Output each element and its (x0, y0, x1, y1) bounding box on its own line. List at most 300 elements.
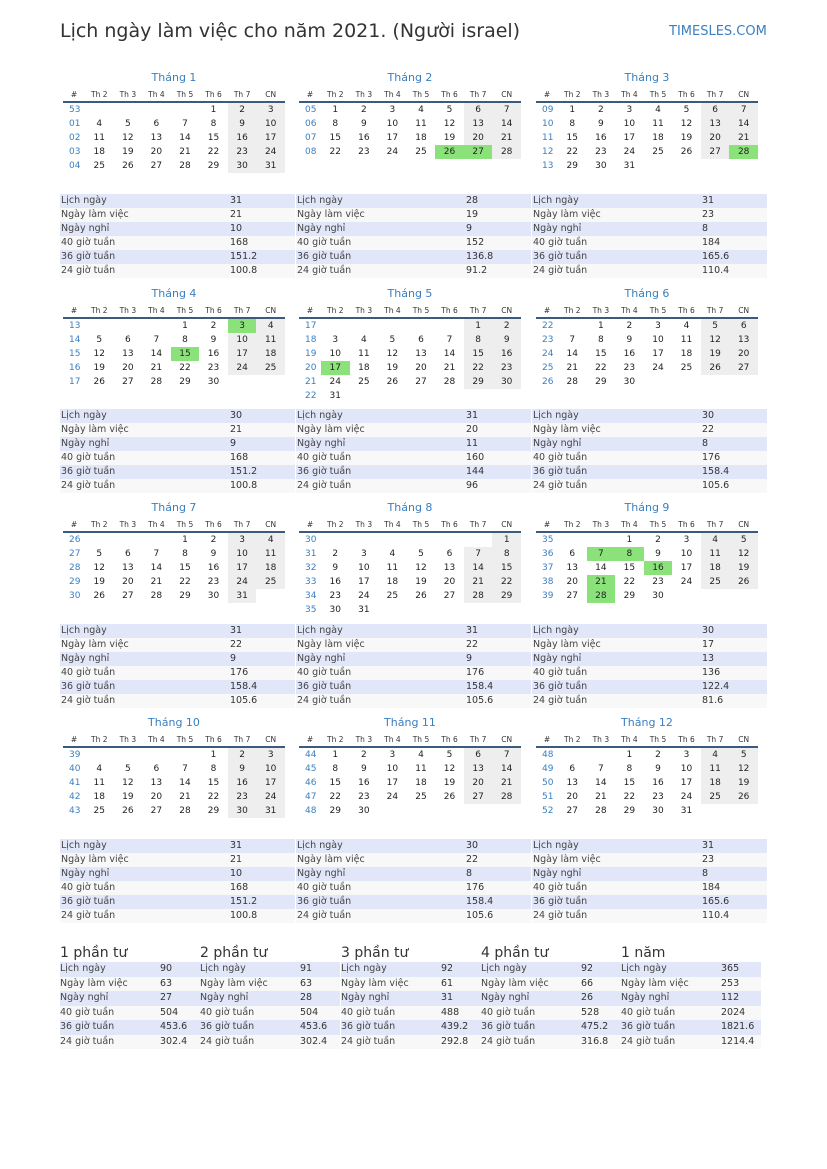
day-cell[interactable]: 10 (623, 119, 636, 129)
day-cell[interactable]: 5 (96, 549, 103, 559)
day-cell[interactable]: 12 (443, 119, 456, 129)
day-cell[interactable]: 3 (683, 535, 690, 545)
day-cell[interactable]: 24 (228, 575, 257, 589)
day-cell[interactable]: 31 (228, 589, 257, 603)
day-cell[interactable]: 25 (358, 377, 370, 387)
day-cell[interactable]: 2 (655, 535, 661, 545)
day-cell[interactable]: 13 (464, 117, 493, 131)
day-cell[interactable]: 4 (418, 105, 424, 115)
day-cell[interactable]: 3 (683, 750, 690, 760)
day-cell[interactable]: 1 (210, 105, 217, 115)
day-cell[interactable]: 4 (655, 105, 661, 115)
day-cell[interactable]: 10 (652, 335, 664, 345)
day-cell[interactable]: 13 (150, 778, 163, 788)
day-cell[interactable]: 5 (683, 105, 690, 115)
day-cell[interactable]: 9 (210, 335, 217, 345)
day-cell[interactable]: 24 (256, 790, 285, 804)
day-cell[interactable]: 10 (680, 764, 693, 774)
day-cell[interactable]: 19 (680, 133, 693, 143)
day-cell[interactable]: 12 (729, 547, 758, 561)
day-cell[interactable]: 8 (464, 333, 493, 347)
day-cell[interactable]: 23 (329, 591, 341, 601)
day-cell[interactable]: 3 (360, 549, 367, 559)
day-cell[interactable]: 5 (729, 747, 758, 762)
holiday-day-cell[interactable]: 21 (587, 575, 616, 589)
day-cell[interactable]: 5 (729, 532, 758, 547)
day-cell[interactable]: 9 (360, 764, 367, 774)
day-cell[interactable]: 15 (329, 778, 341, 788)
day-cell[interactable]: 10 (256, 762, 285, 776)
day-cell[interactable]: 27 (415, 377, 427, 387)
day-cell[interactable]: 7 (569, 335, 576, 345)
day-cell[interactable]: 19 (122, 147, 134, 157)
day-cell[interactable]: 24 (623, 147, 636, 157)
day-cell[interactable]: 1 (210, 750, 217, 760)
day-cell[interactable]: 3 (389, 105, 396, 115)
day-cell[interactable]: 24 (358, 591, 370, 601)
day-cell[interactable]: 18 (415, 778, 427, 788)
day-cell[interactable]: 14 (595, 778, 607, 788)
day-cell[interactable]: 31 (256, 159, 285, 173)
day-cell[interactable]: 4 (256, 318, 285, 333)
day-cell[interactable]: 27 (566, 591, 578, 601)
day-cell[interactable]: 20 (566, 792, 578, 802)
day-cell[interactable]: 13 (566, 563, 578, 573)
day-cell[interactable]: 1 (332, 105, 339, 115)
day-cell[interactable]: 27 (701, 145, 730, 159)
day-cell[interactable]: 9 (210, 549, 217, 559)
day-cell[interactable]: 5 (389, 335, 396, 345)
day-cell[interactable]: 28 (150, 591, 163, 601)
day-cell[interactable]: 29 (566, 161, 578, 171)
day-cell[interactable]: 16 (492, 347, 521, 361)
day-cell[interactable]: 22 (207, 792, 220, 802)
day-cell[interactable]: 4 (96, 764, 103, 774)
day-cell[interactable]: 16 (228, 776, 257, 790)
day-cell[interactable]: 24 (386, 147, 399, 157)
day-cell[interactable]: 12 (415, 563, 427, 573)
day-cell[interactable]: 25 (652, 147, 664, 157)
day-cell[interactable]: 19 (122, 792, 134, 802)
day-cell[interactable]: 6 (418, 335, 424, 345)
day-cell[interactable]: 21 (150, 363, 163, 373)
day-cell[interactable]: 18 (93, 147, 105, 157)
day-cell[interactable]: 22 (623, 792, 636, 802)
holiday-day-cell[interactable]: 15 (171, 347, 200, 361)
day-cell[interactable]: 8 (332, 764, 339, 774)
day-cell[interactable]: 17 (680, 778, 693, 788)
day-cell[interactable]: 25 (415, 147, 427, 157)
day-cell[interactable]: 29 (207, 806, 220, 816)
day-cell[interactable]: 17 (680, 563, 693, 573)
day-cell[interactable]: 22 (179, 577, 191, 587)
day-cell[interactable]: 2 (228, 102, 257, 117)
day-cell[interactable]: 4 (360, 335, 367, 345)
day-cell[interactable]: 6 (446, 549, 453, 559)
day-cell[interactable]: 20 (150, 792, 163, 802)
holiday-day-cell[interactable]: 7 (587, 547, 616, 561)
day-cell[interactable]: 21 (150, 577, 163, 587)
day-cell[interactable]: 1 (597, 321, 604, 331)
holiday-day-cell[interactable]: 27 (464, 145, 493, 159)
day-cell[interactable]: 26 (122, 161, 134, 171)
day-cell[interactable]: 3 (655, 321, 661, 331)
day-cell[interactable]: 18 (652, 133, 664, 143)
day-cell[interactable]: 12 (122, 133, 134, 143)
day-cell[interactable]: 1 (182, 321, 188, 331)
day-cell[interactable]: 1 (626, 535, 633, 545)
day-cell[interactable]: 10 (228, 333, 257, 347)
day-cell[interactable]: 24 (256, 145, 285, 159)
day-cell[interactable]: 23 (207, 577, 220, 587)
day-cell[interactable]: 21 (595, 792, 607, 802)
holiday-day-cell[interactable]: 28 (587, 589, 616, 603)
day-cell[interactable]: 14 (595, 563, 607, 573)
day-cell[interactable]: 11 (415, 119, 427, 129)
day-cell[interactable]: 30 (492, 375, 521, 389)
day-cell[interactable]: 12 (93, 563, 105, 573)
day-cell[interactable]: 26 (93, 377, 105, 387)
day-cell[interactable]: 29 (179, 591, 191, 601)
day-cell[interactable]: 22 (207, 147, 220, 157)
day-cell[interactable]: 7 (464, 547, 493, 561)
day-cell[interactable]: 20 (729, 347, 758, 361)
day-cell[interactable]: 6 (569, 764, 576, 774)
day-cell[interactable]: 25 (415, 792, 427, 802)
day-cell[interactable]: 1 (492, 532, 521, 547)
day-cell[interactable]: 15 (207, 778, 220, 788)
day-cell[interactable]: 2 (492, 318, 521, 333)
day-cell[interactable]: 19 (415, 577, 427, 587)
day-cell[interactable]: 15 (566, 133, 578, 143)
day-cell[interactable]: 11 (256, 333, 285, 347)
day-cell[interactable]: 16 (595, 133, 607, 143)
day-cell[interactable]: 21 (492, 776, 521, 790)
day-cell[interactable]: 9 (655, 764, 661, 774)
day-cell[interactable]: 22 (492, 575, 521, 589)
day-cell[interactable]: 21 (566, 363, 578, 373)
day-cell[interactable]: 12 (93, 349, 105, 359)
day-cell[interactable]: 5 (124, 764, 131, 774)
day-cell[interactable]: 18 (415, 133, 427, 143)
day-cell[interactable]: 10 (256, 117, 285, 131)
day-cell[interactable]: 16 (207, 563, 220, 573)
day-cell[interactable]: 29 (623, 806, 636, 816)
day-cell[interactable]: 4 (418, 750, 424, 760)
day-cell[interactable]: 16 (207, 349, 220, 359)
day-cell[interactable]: 24 (680, 792, 693, 802)
day-cell[interactable]: 3 (256, 747, 285, 762)
day-cell[interactable]: 30 (623, 377, 636, 387)
day-cell[interactable]: 12 (122, 778, 134, 788)
day-cell[interactable]: 21 (729, 131, 758, 145)
day-cell[interactable]: 30 (652, 591, 664, 601)
day-cell[interactable]: 20 (701, 131, 730, 145)
day-cell[interactable]: 6 (153, 119, 160, 129)
day-cell[interactable]: 29 (207, 161, 220, 171)
day-cell[interactable]: 17 (386, 133, 399, 143)
day-cell[interactable]: 25 (256, 361, 285, 375)
day-cell[interactable]: 7 (729, 102, 758, 117)
day-cell[interactable]: 5 (446, 105, 453, 115)
day-cell[interactable]: 30 (207, 591, 220, 601)
day-cell[interactable]: 23 (207, 363, 220, 373)
day-cell[interactable]: 30 (652, 806, 664, 816)
day-cell[interactable]: 6 (124, 335, 131, 345)
day-cell[interactable]: 14 (464, 561, 493, 575)
day-cell[interactable]: 11 (680, 335, 693, 345)
day-cell[interactable]: 26 (386, 377, 399, 387)
day-cell[interactable]: 3 (256, 102, 285, 117)
day-cell[interactable]: 16 (358, 778, 370, 788)
day-cell[interactable]: 30 (329, 605, 341, 615)
day-cell[interactable]: 24 (228, 361, 257, 375)
day-cell[interactable]: 15 (464, 347, 493, 361)
day-cell[interactable]: 4 (256, 532, 285, 547)
day-cell[interactable]: 23 (358, 147, 370, 157)
day-cell[interactable]: 22 (623, 577, 636, 587)
day-cell[interactable]: 17 (256, 131, 285, 145)
day-cell[interactable]: 12 (701, 333, 730, 347)
holiday-day-cell[interactable]: 28 (729, 145, 758, 159)
day-cell[interactable]: 4 (683, 321, 690, 331)
day-cell[interactable]: 13 (729, 333, 758, 347)
day-cell[interactable]: 6 (569, 549, 576, 559)
day-cell[interactable]: 13 (464, 762, 493, 776)
day-cell[interactable]: 23 (652, 792, 664, 802)
holiday-day-cell[interactable]: 16 (644, 561, 673, 575)
day-cell[interactable]: 19 (729, 776, 758, 790)
day-cell[interactable]: 22 (329, 147, 341, 157)
day-cell[interactable]: 9 (360, 119, 367, 129)
day-cell[interactable]: 25 (680, 363, 693, 373)
day-cell[interactable]: 6 (464, 747, 493, 762)
day-cell[interactable]: 2 (360, 750, 367, 760)
day-cell[interactable]: 11 (256, 547, 285, 561)
day-cell[interactable]: 2 (597, 105, 604, 115)
day-cell[interactable]: 4 (96, 119, 103, 129)
day-cell[interactable]: 11 (93, 778, 105, 788)
day-cell[interactable]: 14 (150, 563, 163, 573)
day-cell[interactable]: 27 (566, 806, 578, 816)
day-cell[interactable]: 12 (680, 119, 693, 129)
day-cell[interactable]: 24 (329, 377, 341, 387)
day-cell[interactable]: 16 (652, 778, 664, 788)
day-cell[interactable]: 27 (729, 361, 758, 375)
day-cell[interactable]: 29 (464, 375, 493, 389)
day-cell[interactable]: 27 (443, 591, 456, 601)
day-cell[interactable]: 17 (228, 561, 257, 575)
day-cell[interactable]: 21 (179, 792, 191, 802)
day-cell[interactable]: 2 (332, 549, 339, 559)
day-cell[interactable]: 8 (332, 119, 339, 129)
day-cell[interactable]: 24 (652, 363, 664, 373)
day-cell[interactable]: 1 (569, 105, 576, 115)
day-cell[interactable]: 10 (358, 563, 370, 573)
day-cell[interactable]: 21 (464, 575, 493, 589)
day-cell[interactable]: 23 (228, 790, 257, 804)
day-cell[interactable]: 13 (122, 349, 134, 359)
day-cell[interactable]: 6 (464, 102, 493, 117)
day-cell[interactable]: 13 (701, 117, 730, 131)
day-cell[interactable]: 15 (623, 563, 636, 573)
day-cell[interactable]: 6 (701, 102, 730, 117)
day-cell[interactable]: 1 (332, 750, 339, 760)
day-cell[interactable]: 1 (182, 535, 188, 545)
day-cell[interactable]: 16 (228, 131, 257, 145)
day-cell[interactable]: 29 (623, 591, 636, 601)
day-cell[interactable]: 16 (329, 577, 341, 587)
day-cell[interactable]: 10 (680, 549, 693, 559)
day-cell[interactable]: 8 (492, 547, 521, 561)
day-cell[interactable]: 14 (729, 117, 758, 131)
day-cell[interactable]: 25 (701, 790, 730, 804)
day-cell[interactable]: 26 (729, 575, 758, 589)
day-cell[interactable]: 3 (626, 105, 633, 115)
day-cell[interactable]: 25 (93, 806, 105, 816)
day-cell[interactable]: 7 (492, 102, 521, 117)
day-cell[interactable]: 26 (701, 361, 730, 375)
day-cell[interactable]: 23 (492, 361, 521, 375)
day-cell[interactable]: 29 (179, 377, 191, 387)
day-cell[interactable]: 17 (623, 133, 636, 143)
day-cell[interactable]: 18 (256, 347, 285, 361)
day-cell[interactable]: 30 (228, 159, 257, 173)
day-cell[interactable]: 7 (446, 335, 453, 345)
day-cell[interactable]: 29 (492, 589, 521, 603)
day-cell[interactable]: 1 (464, 318, 493, 333)
day-cell[interactable]: 11 (415, 764, 427, 774)
day-cell[interactable]: 4 (389, 549, 396, 559)
day-cell[interactable]: 28 (492, 145, 521, 159)
day-cell[interactable]: 31 (329, 391, 341, 401)
day-cell[interactable]: 17 (386, 778, 399, 788)
day-cell[interactable]: 21 (179, 147, 191, 157)
day-cell[interactable]: 22 (595, 363, 607, 373)
day-cell[interactable]: 14 (492, 762, 521, 776)
day-cell[interactable]: 19 (729, 561, 758, 575)
day-cell[interactable]: 28 (566, 377, 578, 387)
day-cell[interactable]: 27 (150, 806, 163, 816)
day-cell[interactable]: 4 (701, 747, 730, 762)
day-cell[interactable]: 2 (228, 747, 257, 762)
day-cell[interactable]: 14 (179, 778, 191, 788)
day-cell[interactable]: 6 (124, 549, 131, 559)
day-cell[interactable]: 7 (182, 119, 188, 129)
day-cell[interactable]: 19 (443, 133, 456, 143)
day-cell[interactable]: 19 (93, 363, 105, 373)
day-cell[interactable]: 27 (464, 790, 493, 804)
day-cell[interactable]: 2 (210, 321, 217, 331)
day-cell[interactable]: 20 (464, 131, 493, 145)
day-cell[interactable]: 22 (566, 147, 578, 157)
day-cell[interactable]: 11 (701, 547, 730, 561)
day-cell[interactable]: 11 (386, 563, 399, 573)
day-cell[interactable]: 14 (150, 349, 163, 359)
day-cell[interactable]: 15 (492, 561, 521, 575)
day-cell[interactable]: 23 (595, 147, 607, 157)
day-cell[interactable]: 30 (595, 161, 607, 171)
day-cell[interactable]: 23 (228, 145, 257, 159)
day-cell[interactable]: 17 (358, 577, 370, 587)
day-cell[interactable]: 19 (93, 577, 105, 587)
day-cell[interactable]: 20 (122, 577, 134, 587)
day-cell[interactable]: 15 (329, 133, 341, 143)
holiday-day-cell[interactable]: 8 (615, 547, 644, 561)
day-cell[interactable]: 30 (358, 806, 370, 816)
day-cell[interactable]: 20 (443, 577, 456, 587)
day-cell[interactable]: 5 (418, 549, 424, 559)
day-cell[interactable]: 2 (655, 750, 661, 760)
day-cell[interactable]: 20 (415, 363, 427, 373)
day-cell[interactable]: 18 (701, 561, 730, 575)
day-cell[interactable]: 8 (210, 764, 217, 774)
day-cell[interactable]: 11 (652, 119, 664, 129)
day-cell[interactable]: 29 (329, 806, 341, 816)
day-cell[interactable]: 26 (93, 591, 105, 601)
brand-link[interactable]: TIMESLES.COM (669, 24, 767, 39)
day-cell[interactable]: 19 (386, 363, 399, 373)
day-cell[interactable]: 13 (415, 349, 427, 359)
day-cell[interactable]: 13 (150, 133, 163, 143)
day-cell[interactable]: 5 (446, 750, 453, 760)
holiday-day-cell[interactable]: 26 (435, 145, 464, 159)
day-cell[interactable]: 20 (122, 363, 134, 373)
day-cell[interactable]: 18 (680, 349, 693, 359)
day-cell[interactable]: 15 (623, 778, 636, 788)
day-cell[interactable]: 12 (443, 764, 456, 774)
holiday-day-cell[interactable]: 17 (321, 361, 350, 375)
day-cell[interactable]: 18 (386, 577, 399, 587)
day-cell[interactable]: 11 (93, 133, 105, 143)
day-cell[interactable]: 25 (93, 161, 105, 171)
day-cell[interactable]: 7 (153, 335, 160, 345)
day-cell[interactable]: 24 (680, 577, 693, 587)
day-cell[interactable]: 16 (623, 349, 636, 359)
day-cell[interactable]: 6 (729, 318, 758, 333)
day-cell[interactable]: 7 (182, 764, 188, 774)
day-cell[interactable]: 27 (122, 377, 134, 387)
day-cell[interactable]: 19 (701, 347, 730, 361)
day-cell[interactable]: 9 (228, 762, 257, 776)
day-cell[interactable]: 14 (179, 133, 191, 143)
holiday-day-cell[interactable]: 3 (228, 318, 257, 333)
day-cell[interactable]: 20 (150, 147, 163, 157)
day-cell[interactable]: 31 (358, 605, 370, 615)
day-cell[interactable]: 18 (701, 776, 730, 790)
day-cell[interactable]: 18 (358, 363, 370, 373)
day-cell[interactable]: 21 (443, 363, 456, 373)
day-cell[interactable]: 28 (492, 790, 521, 804)
day-cell[interactable]: 22 (329, 792, 341, 802)
day-cell[interactable]: 16 (358, 133, 370, 143)
day-cell[interactable]: 8 (210, 119, 217, 129)
day-cell[interactable]: 3 (389, 750, 396, 760)
day-cell[interactable]: 29 (595, 377, 607, 387)
day-cell[interactable]: 3 (228, 532, 257, 547)
day-cell[interactable]: 23 (652, 577, 664, 587)
day-cell[interactable]: 6 (153, 764, 160, 774)
day-cell[interactable]: 2 (626, 321, 633, 331)
day-cell[interactable]: 13 (566, 778, 578, 788)
day-cell[interactable]: 15 (207, 133, 220, 143)
day-cell[interactable]: 31 (256, 804, 285, 818)
day-cell[interactable]: 8 (597, 335, 604, 345)
day-cell[interactable]: 31 (680, 806, 693, 816)
day-cell[interactable]: 26 (680, 147, 693, 157)
day-cell[interactable]: 17 (228, 347, 257, 361)
day-cell[interactable]: 8 (182, 549, 188, 559)
